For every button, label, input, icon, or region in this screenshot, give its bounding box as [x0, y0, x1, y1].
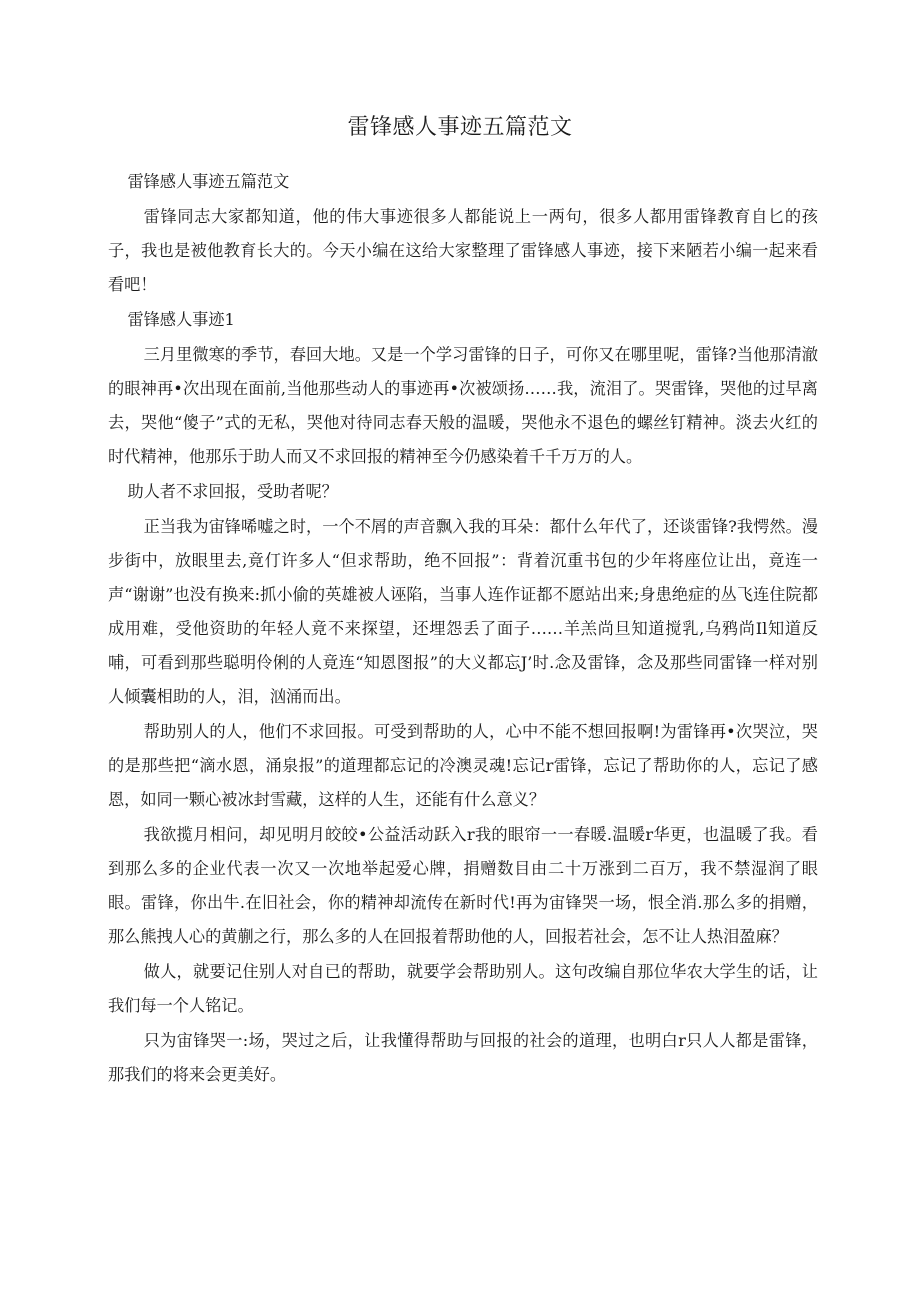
paragraph: 正当我为宙锋唏嘘之时，一个不屑的声音飘入我的耳朵：都什么年代了，还谈雷锋?我愕然。漫步街中，放眼里去,竟仃许多人“但求帮助，绝不回报”：背着沉重书包的少年将座位让出，竟连一声“谢谢”也没有换来:抓小偷的英雄被人诬陷，当事人连作证都不愿站出来;身患绝症的丛飞连住院都成用难，受他资助的年轻人竟不来探望，还埋怨丢了面子……羊羔尚旦知道搅乳,乌鸦尚Il知道反哺，可看到那些聪明伶俐的人竟连“知恩图报”的大义都忘J’时.念及雷锋，念及那些同雷锋一样对别人倾囊相助的人，泪，汹涌而出。 — [108, 517, 818, 706]
paragraph: 只为宙锋哭一:场，哭过之后，让我懂得帮助与回报的社会的道理，也明白r只人人都是雷锋，那我们的将来会更美好。 — [108, 1031, 818, 1084]
document-title: 雷锋感人事迹五篇范文 — [347, 115, 573, 140]
paragraph-question: 助人者不求回报，受助者呢？ — [127, 482, 338, 501]
paragraph: 帮助别人的人，他们不求回报。可受到帮助的人，心中不能不想回报啊!为雷锋再•次哭泣，哭的是那些把“滴水恩，涌泉报”的道理都忘记的冷澳灵魂!忘记r雷锋，忘记了帮助你的人，忘记了感恩，如同一颗心被冰封雪藏，这样的人生，还能有什么意义？ — [108, 722, 818, 809]
paragraph: 三月里微寒的季节，春回大地。又是一个学习雷锋的日子，可你又在哪里呢，雷锋?当他那清澈的眼神再•次出现在面前,当他那些动人的事迹再•次被颂扬……我，流泪了。哭雷锋，哭他的过早离去，哭他“傻子”式的无私，哭他对待同志春天般的温暖，哭他永不退色的螺丝钉精神。淡去火红的时代精神，他那乐于助人而又不求回报的精神至今仍感染着千千万万的人。 — [108, 345, 818, 466]
paragraph: 做人，就要记住别人对自已的帮助，就要学会帮助别人。这句改编自那位华农大学生的话，让我们每一个人铭记。 — [108, 962, 818, 1015]
section-heading: 雷锋感人事迹1 — [127, 310, 235, 329]
paragraph-subtitle: 雷锋感人事迹五篇范文 — [127, 172, 290, 191]
paragraph: 我欲揽月相问，却见明月皎皎•公益活动跃入r我的眼帘一一春暖.温暖r华更，也温暖了我。看到那么多的企业代表一次又一次地举起爱心牌，捐赠数目由二十万涨到二百万，我不禁湿润了眼眼。雷锋，你出牛.在旧社会，你的精神却流传在新时代!再为宙锋哭一场，恨全消.那么多的捐赠，那么熊拽人心的黄蒯之行，那么多的人在回报着帮助他的人，回报若社会，怎不让人热泪盈麻？ — [108, 825, 818, 946]
document-body — [108, 165, 818, 1093]
paragraph-intro: 雷锋同志大家都知道，他的伟大事迹很多人都能说上一两句，很多人都用雷锋教育自匕的孩子，我也是被他教育长大的。今天小编在这给大家整理了雷锋感人事迹，接下来陋若小编一起来看看吧！ — [108, 207, 818, 294]
